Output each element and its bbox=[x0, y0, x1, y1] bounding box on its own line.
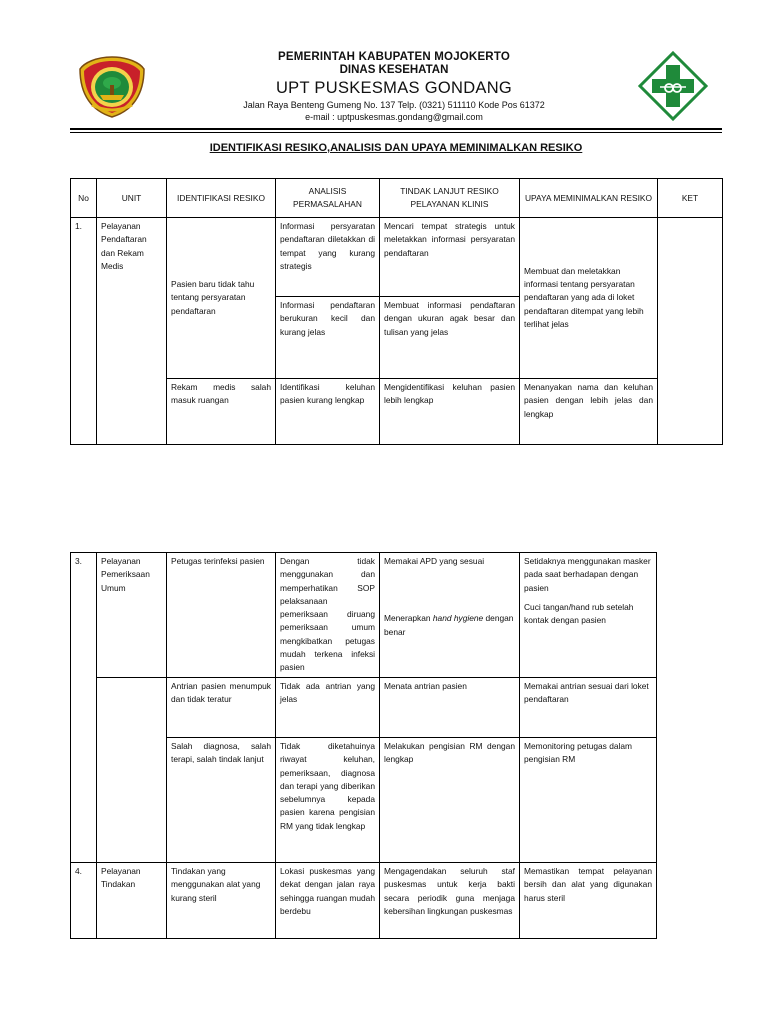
risk-cell: Rekam medis salah masuk ruangan bbox=[167, 379, 276, 445]
followup-cell: Mengidentifikasi keluhan pasien lebih lengkap bbox=[380, 379, 520, 445]
mitigation-cell: Membuat dan meletakkan informasi tentang persyaratan pendaftaran yang ada di loket pendaftaran ditempat yang lebih terlihat jelas bbox=[520, 218, 658, 379]
table-header-row bbox=[71, 179, 723, 218]
risk-cell: Pasien baru tidak tahu tentang persyaratan pendaftaran bbox=[167, 218, 276, 379]
followup-line: Menerapkan hand hygiene dengan benar bbox=[384, 613, 514, 637]
department-name: DINAS KESEHATAN bbox=[339, 64, 449, 76]
risk-cell: Antrian pasien menumpuk dan tidak teratur bbox=[167, 678, 276, 738]
risk-cell: Tindakan yang menggunakan alat yang kurang steril bbox=[167, 863, 276, 939]
risk-table-part-2 bbox=[70, 552, 657, 939]
address: Jalan Raya Benteng Gumeng No. 137 Telp. (0321) 511110 Kode Pos 61372 bbox=[243, 100, 545, 110]
followup-cell: Membuat informasi pendaftaran dengan ukuran agak besar dan tulisan yang jelas bbox=[380, 297, 520, 379]
analysis-cell: Identifikasi keluhan pasien kurang lengkap bbox=[276, 379, 380, 445]
table-row bbox=[71, 863, 657, 939]
unit-cell: Pelayanan Pendaftaran dan Rekam Medis bbox=[97, 218, 167, 445]
government-name: PEMERINTAH KABUPATEN MOJOKERTO bbox=[278, 51, 510, 63]
row-number: 4. bbox=[71, 863, 97, 939]
mojokerto-emblem-icon bbox=[78, 55, 146, 119]
header-unit: UNIT bbox=[97, 179, 167, 218]
analysis-cell: Tidak diketahuinya riwayat keluhan, pemeriksaan, diagnosa dan terapi yang diberikan sebelumnya kepada pasien karena pengisian RM yang tidak lengkap bbox=[276, 738, 380, 863]
analysis-cell: Lokasi puskesmas yang dekat dengan jalan raya sehingga ruangan mudah berdebu bbox=[276, 863, 380, 939]
mitigation-cell: Memakai antrian sesuai dari loket pendaftaran bbox=[520, 678, 657, 738]
risk-table-part-1 bbox=[70, 178, 723, 445]
puskesmas-cross-icon bbox=[638, 51, 708, 121]
header-identifikasi: IDENTIFIKASI RESIKO bbox=[167, 179, 276, 218]
mitigation-cell: Memastikan tempat pelayanan bersih dan alat yang digunakan harus steril bbox=[520, 863, 657, 939]
header-divider bbox=[70, 128, 722, 130]
mitigation-line: Setidaknya menggunakan masker pada saat berhadapan dengan pasien bbox=[524, 556, 651, 593]
table-row bbox=[71, 553, 657, 678]
header-divider-thin bbox=[70, 132, 722, 133]
followup-cell: Menata antrian pasien bbox=[380, 678, 520, 738]
analysis-cell: Dengan tidak menggunakan dan memperhatikan SOP pelaksanaan pemeriksaan diruang pemeriksaan umum mengkibatkan petugas mudah terkena infeksi pasien bbox=[276, 553, 380, 678]
header-no: No bbox=[71, 179, 97, 218]
unit-cell-empty bbox=[97, 678, 167, 863]
table-row bbox=[71, 218, 723, 297]
risk-cell: Petugas terinfeksi pasien bbox=[167, 553, 276, 678]
mitigation-line: Cuci tangan/hand rub setelah kontak dengan pasien bbox=[524, 601, 634, 626]
mitigation-cell: Menanyakan nama dan keluhan pasien dengan lebih jelas dan lengkap bbox=[520, 379, 658, 445]
header-ket: KET bbox=[658, 179, 723, 218]
followup-cell: Melakukan pengisian RM dengan lengkap bbox=[380, 738, 520, 863]
header-analisis: ANALISIS PERMASALAHAN bbox=[276, 179, 380, 218]
analysis-cell: Informasi persyaratan pendaftaran diletakkan di tempat yang kurang strategis bbox=[276, 218, 380, 297]
followup-cell: Mengagendakan seluruh staf puskesmas untuk kerja bakti secara periodik guna menjaga kebersihan lingkungan puskesmas bbox=[380, 863, 520, 939]
document-title: IDENTIFIKASI RESIKO,ANALISIS DAN UPAYA MEMINIMALKAN RESIKO bbox=[209, 142, 583, 154]
header-upaya: UPAYA MEMINIMALKAN RESIKO bbox=[520, 179, 658, 218]
followup-cell bbox=[380, 553, 520, 678]
row-number: 3. bbox=[71, 553, 97, 863]
row-number: 1. bbox=[71, 218, 97, 445]
followup-cell: Mencari tempat strategis untuk meletakkan informasi persyaratan pendaftaran bbox=[380, 218, 520, 297]
risk-cell: Salah diagnosa, salah terapi, salah tindak lanjut bbox=[167, 738, 276, 863]
mitigation-cell: Memonitoring petugas dalam pengisian RM bbox=[520, 738, 657, 863]
table-row bbox=[71, 379, 723, 445]
email: e-mail : uptpuskesmas.gondang@gmail.com bbox=[305, 112, 483, 122]
table-row bbox=[71, 678, 657, 738]
header-tindak-lanjut: TINDAK LANJUT RESIKO PELAYANAN KLINIS bbox=[380, 179, 520, 218]
analysis-cell: Informasi pendaftaran berukuran kecil dan kurang jelas bbox=[276, 297, 380, 379]
ket-cell bbox=[658, 218, 723, 445]
organization-name: UPT PUSKESMAS GONDANG bbox=[275, 79, 513, 97]
letterhead bbox=[0, 0, 768, 135]
mitigation-cell bbox=[520, 553, 657, 678]
followup-line: Memakai APD yang sesuai bbox=[384, 556, 485, 566]
analysis-cell: Tidak ada antrian yang jelas bbox=[276, 678, 380, 738]
unit-cell: Pelayanan Pemeriksaan Umum bbox=[97, 553, 167, 678]
unit-cell: Pelayanan Tindakan bbox=[97, 863, 167, 939]
